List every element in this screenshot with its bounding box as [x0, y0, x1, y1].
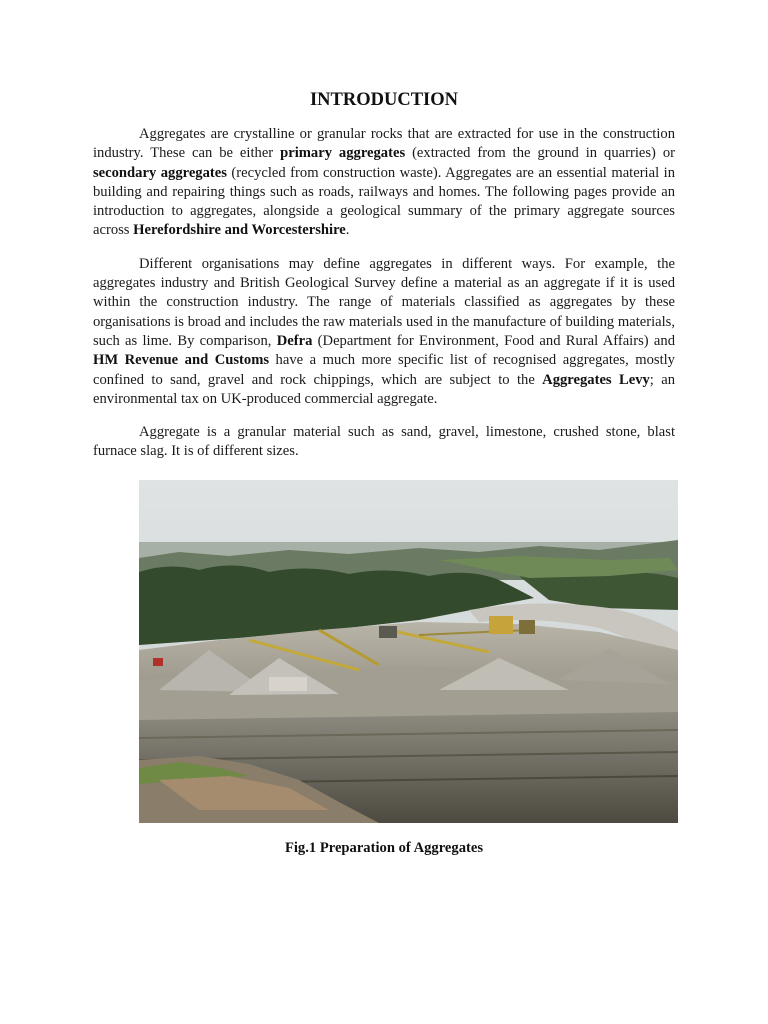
text-segment: (recycled from construction waste). Aggregates are an essential material in building and repairing things such as roads, railways and homes. The following pages provide an introduction to aggregates, alongside a geological summary of the primary aggregate sources across — [93, 164, 675, 239]
page-title: INTRODUCTION — [309, 90, 459, 110]
term-aggregates-levy: Aggregates Levy — [542, 371, 650, 388]
text-segment: . — [345, 222, 350, 239]
text-segment: have a much more specific list of recognised aggregates, mostly confined to sand, gravel and rock chippings, which are subject to the — [93, 352, 675, 388]
term-secondary-aggregates: secondary aggregates — [93, 164, 227, 181]
text-segment: Aggregate is a granular material such as sand, gravel, limestone, crushed stone, blast furnace slag. It is of different sizes. — [93, 424, 675, 460]
text-segment: ; an environmental tax on UK-produced commercial aggregate. — [93, 371, 676, 407]
term-primary-aggregates: primary aggregates — [280, 145, 406, 162]
paragraph-1 — [93, 125, 675, 241]
term-defra: Defra — [276, 332, 313, 349]
text-segment: (extracted from the ground in quarries) or — [405, 145, 675, 162]
document-page — [93, 88, 675, 476]
text-segment: (Department for Environment, Food and Rural Affairs) and — [312, 332, 675, 349]
text-segment: Different organisations may define aggregates in different ways. For example, the aggregates industry and British Geological Survey define a material as an aggregate if it is used within the construction industry. The range of materials classified as aggregates by these organisations is broad and includes the raw materials used in the manufacture of building materials, such as lime. By comparison, — [93, 255, 675, 349]
term-herefordshire-worcestershire: Herefordshire and Worcestershire — [133, 222, 346, 239]
text-segment: Aggregates are crystalline or granular rocks that are extracted for use in the construction industry. These can be either — [93, 126, 675, 162]
figure-caption: Fig.1 Preparation of Aggregates — [284, 840, 484, 856]
paragraph-2 — [93, 255, 675, 409]
quarry-photo — [139, 480, 678, 823]
paragraph-3 — [93, 423, 675, 462]
term-hm-revenue-customs: HM Revenue and Customs — [93, 352, 270, 369]
